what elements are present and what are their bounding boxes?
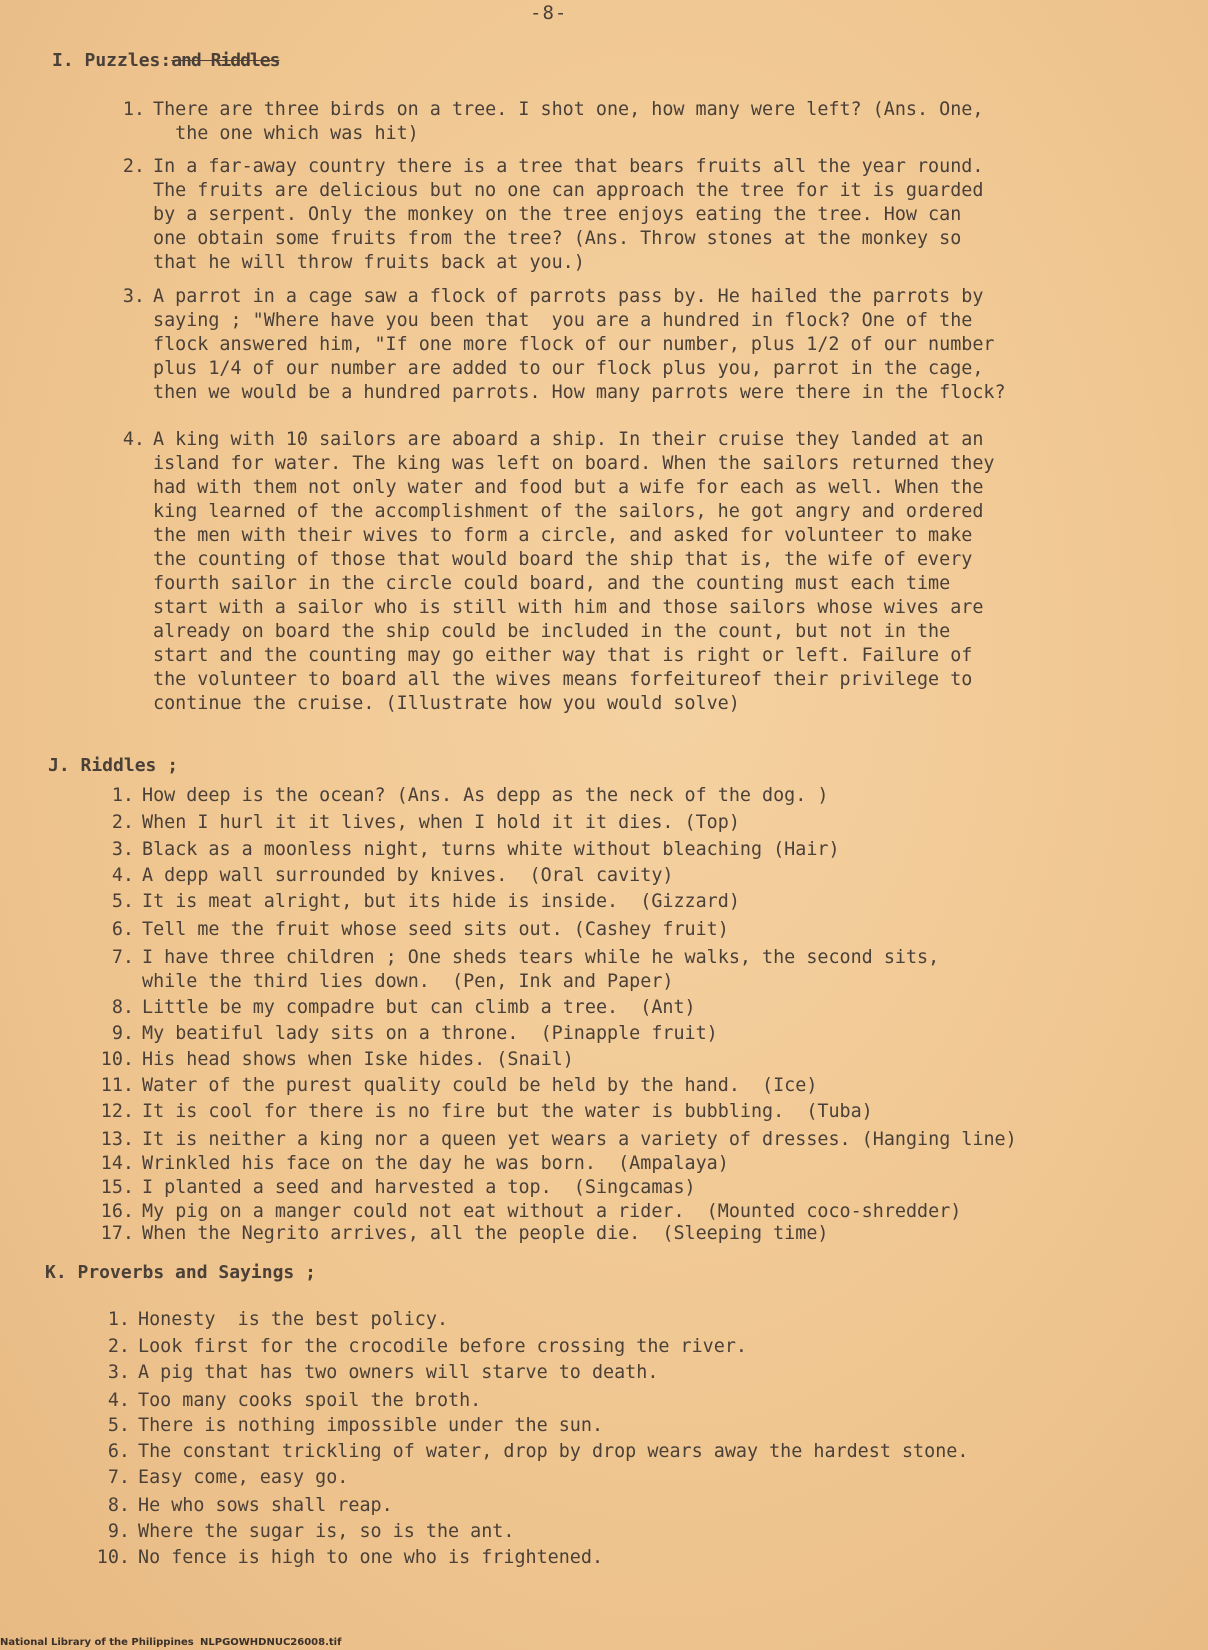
footer-reference: NLPGOWHDNUC26008.tif [200, 1637, 342, 1648]
item-text-line: Where the sugar is, so is the ant. [138, 1521, 515, 1542]
item-text-line: Water of the purest quality could be held by the hand. (Ice) [142, 1075, 818, 1096]
item-number: 1. [111, 785, 134, 806]
item-text-line: start and the counting may go either way that is right or left. Failure of [153, 645, 973, 666]
item-text-line: continue the cruise. (Illustrate how you would solve) [153, 693, 740, 714]
item-number: 2. [122, 156, 145, 177]
item-number: 2. [111, 812, 134, 833]
item-number: 3. [111, 839, 134, 860]
item-text-line: A pig that has two owners will starve to death. [138, 1362, 659, 1383]
item-text-line: No fence is high to one who is frightened. [138, 1547, 604, 1568]
item-text-line: the counting of those that would board the ship that is, the wife of every [153, 549, 973, 570]
item-text-line: When I hurl it it lives, when I hold it it dies. (Top) [142, 812, 740, 833]
item-text-line: I planted a seed and harvested a top. (Singcamas) [142, 1177, 696, 1198]
item-text-line: fourth sailor in the circle could board, and the counting must each time [153, 573, 951, 594]
item-text-line: When the Negrito arrives, all the people die. (Sleeping time) [142, 1223, 829, 1244]
item-text-line: saying ; "Where have you been that you are a hundred in flock? One of the [153, 310, 973, 331]
puzzles-heading-struck: and Riddles [171, 50, 280, 71]
item-number: 4. [107, 1390, 130, 1411]
item-text-line: The fruits are delicious but no one can approach the tree for it is guarded [153, 180, 984, 201]
item-text-line: My pig on a manger could not eat without a rider. (Mounted coco-shredder) [142, 1201, 962, 1222]
item-text-line: There is nothing impossible under the sun. [138, 1415, 604, 1436]
item-number: 12. [100, 1101, 134, 1122]
item-text-line: island for water. The king was left on board. When the sailors returned they [153, 453, 995, 474]
item-text-line: He who sows shall reap. [138, 1495, 393, 1516]
item-number: 2. [107, 1336, 130, 1357]
item-text-line: It is meat alright, but its hide is inside. (Gizzard) [142, 891, 740, 912]
item-number: 3. [122, 286, 145, 307]
item-text-line: Easy come, easy go. [138, 1467, 349, 1488]
item-text-line: Black as a moonless night, turns white without bleaching (Hair) [142, 839, 840, 860]
item-number: 9. [111, 1023, 134, 1044]
item-text-line: by a serpent. Only the monkey on the tree enjoys eating the tree. How can [153, 204, 962, 225]
item-number: 7. [111, 947, 134, 968]
item-text-line: while the third lies down. (Pen, Ink and Paper) [142, 971, 674, 992]
item-number: 4. [122, 429, 145, 450]
item-number: 10. [100, 1049, 134, 1070]
item-text-line: king learned of the accomplishment of the sailors, he got angry and ordered [153, 501, 984, 522]
item-text-line: Wrinkled his face on the day he was born. (Ampalaya) [142, 1153, 729, 1174]
item-text-line: Tell me the fruit whose seed sits out. (Cashey fruit) [142, 919, 729, 940]
item-text-line: The constant trickling of water, drop by drop wears away the hardest stone. [138, 1441, 969, 1462]
item-number: 5. [111, 891, 134, 912]
item-text-line: His head shows when Iske hides. (Snail) [142, 1049, 574, 1070]
item-text-line: then we would be a hundred parrots. How many parrots were there in the flock? [153, 382, 1006, 403]
item-number: 9. [107, 1521, 130, 1542]
item-number: 8. [107, 1495, 130, 1516]
item-text-line: I have three children ; One sheds tears while he walks, the second sits, [142, 947, 940, 968]
item-number: 6. [107, 1441, 130, 1462]
item-text-line: It is neither a king nor a queen yet wears a variety of dresses. (Hanging line) [142, 1129, 1017, 1150]
item-text-line: There are three birds on a tree. I shot one, how many were left? (Ans. One, [153, 99, 984, 120]
item-text-line: A parrot in a cage saw a flock of parrots pass by. He hailed the parrots by [153, 286, 984, 307]
item-text-line: In a far-away country there is a tree that bears fruits all the year round. [153, 156, 984, 177]
item-text-line: already on board the ship could be included in the count, but not in the [153, 621, 951, 642]
item-text-line: My beatiful lady sits on a throne. (Pinapple fruit) [142, 1023, 718, 1044]
page-number: -8- [530, 2, 568, 24]
item-text-line: the one which was hit) [153, 123, 419, 144]
item-number: 14. [100, 1153, 134, 1174]
item-text-line: It is cool for there is no fire but the water is bubbling. (Tuba) [142, 1101, 873, 1122]
item-text-line: How deep is the ocean? (Ans. As depp as the neck of the dog. ) [142, 785, 829, 806]
item-number: 7. [107, 1467, 130, 1488]
item-text-line: start with a sailor who is still with him and those sailors whose wives are [153, 597, 984, 618]
item-number: 5. [107, 1415, 130, 1436]
puzzles-heading-text: I. Puzzles: [52, 50, 172, 71]
item-text-line: Little be my compadre but can climb a tree. (Ant) [142, 997, 696, 1018]
item-text-line: had with them not only water and food but a wife for each as well. When the [153, 477, 984, 498]
item-text-line: Look first for the crocodile before crossing the river. [138, 1336, 747, 1357]
item-number: 10. [96, 1547, 130, 1568]
item-text-line: A depp wall surrounded by knives. (Oral cavity) [142, 865, 674, 886]
item-number: 3. [107, 1362, 130, 1383]
item-number: 16. [100, 1201, 134, 1222]
section-heading-puzzles [52, 50, 279, 71]
item-number: 6. [111, 919, 134, 940]
item-number: 1. [107, 1309, 130, 1330]
item-number: 8. [111, 997, 134, 1018]
archive-footer [0, 1637, 342, 1648]
item-number: 17. [100, 1223, 134, 1244]
item-text-line: Honesty is the best policy. [138, 1309, 449, 1330]
item-number: 4. [111, 865, 134, 886]
item-text-line: the volunteer to board all the wives means forfeitureof their privilege to [153, 669, 973, 690]
item-text-line: plus 1/4 of our number are added to our flock plus you, parrot in the cage, [153, 358, 984, 379]
section-heading-proverbs: K. Proverbs and Sayings ; [45, 1262, 316, 1283]
item-number: 1. [122, 99, 145, 120]
footer-library: National Library of the Philippines [0, 1637, 194, 1648]
section-heading-riddles: J. Riddles ; [48, 755, 179, 776]
item-text-line: the men with their wives to form a circle, and asked for volunteer to make [153, 525, 973, 546]
item-number: 15. [100, 1177, 134, 1198]
item-text-line: Too many cooks spoil the broth. [138, 1390, 482, 1411]
item-text-line: flock answered him, "If one more flock of our number, plus 1/2 of our number [153, 334, 995, 355]
item-text-line: one obtain some fruits from the tree? (Ans. Throw stones at the monkey so [153, 228, 962, 249]
item-number: 13. [100, 1129, 134, 1150]
item-text-line: A king with 10 sailors are aboard a ship. In their cruise they landed at an [153, 429, 984, 450]
item-number: 11. [100, 1075, 134, 1096]
item-text-line: that he will throw fruits back at you.) [153, 252, 585, 273]
